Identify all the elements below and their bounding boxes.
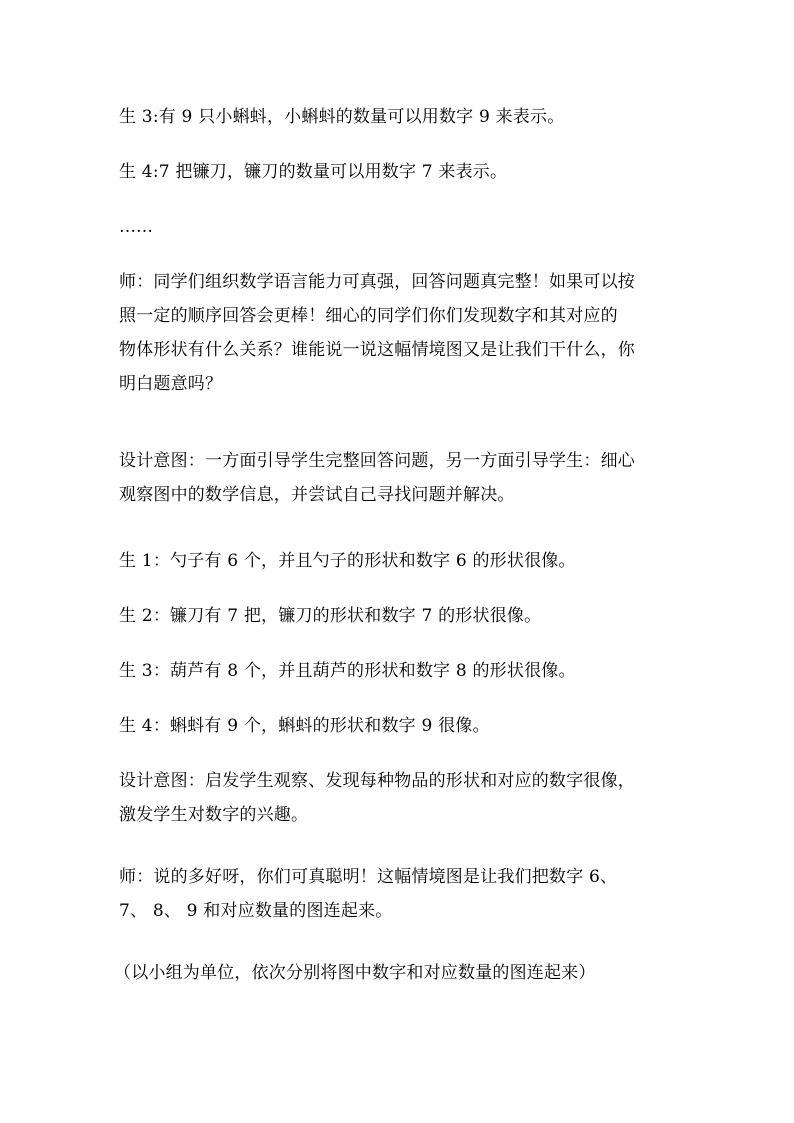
text-line: 激发学生对数字的兴趣。	[119, 805, 309, 825]
paragraph-design-intent-2	[119, 764, 679, 832]
paragraph-teacher-question	[119, 265, 679, 401]
text-line: 生 2：镰刀有 7 把，镰刀的形状和数字 7 的形状很像。	[119, 606, 542, 626]
text-line: 生 1：勺子有 6 个，并且勺子的形状和数字 6 的形状很像。	[119, 551, 576, 571]
text-line: 生 3:有 9 只小蝌蚪，小蝌蚪的数量可以用数字 9 来表示。	[119, 107, 565, 127]
text-line: 师：同学们组织数学语言能力可真强，回答问题真完整！如果可以按	[119, 272, 635, 292]
paragraph-teacher-praise	[119, 860, 679, 928]
text-line: 设计意图：一方面引导学生完整回答问题，另一方面引导学生：细心	[119, 451, 635, 471]
paragraph-group-activity	[114, 956, 694, 990]
paragraph-student2-sickles	[119, 599, 679, 633]
paragraph-student4-sickles	[119, 155, 679, 189]
paragraph-student1-spoons	[119, 544, 679, 578]
text-line: 师：说的多好呀，你们可真聪明！这幅情境图是让我们把数字 6、	[119, 867, 618, 887]
text-line: 照一定的顺序回答会更棒！细心的同学们你们发现数字和其对应的	[119, 306, 618, 326]
paragraph-ellipsis	[119, 210, 679, 244]
paragraph-student4-tadpoles	[119, 709, 679, 743]
text-line: 7、 8、 9 和对应数量的图连起来。	[119, 901, 393, 921]
text-line: 生 3：葫芦有 8 个，并且葫芦的形状和数字 8 的形状很像。	[119, 661, 576, 681]
text-line: 观察图中的数学信息，并尝试自己寻找问题并解决。	[119, 485, 515, 505]
text-line: （以小组为单位，依次分别将图中数字和对应数量的图连起来）	[114, 963, 596, 983]
text-line: 生 4:7 把镰刀，镰刀的数量可以用数字 7 来表示。	[119, 162, 508, 182]
text-line: 生 4：蝌蚪有 9 个，蝌蚪的形状和数字 9 很像。	[119, 716, 490, 736]
text-line: 物体形状有什么关系？谁能说一说这幅情境图又是让我们干什么，你	[119, 340, 635, 360]
text-line: ……	[119, 217, 153, 237]
paragraph-design-intent-1	[119, 444, 679, 512]
paragraph-student3-gourds	[119, 654, 679, 688]
text-line: 设计意图：启发学生观察、发现每种物品的形状和对应的数字很像，	[119, 771, 635, 791]
paragraph-student3-tadpoles	[119, 100, 679, 134]
text-line: 明白题意吗？	[119, 374, 223, 394]
